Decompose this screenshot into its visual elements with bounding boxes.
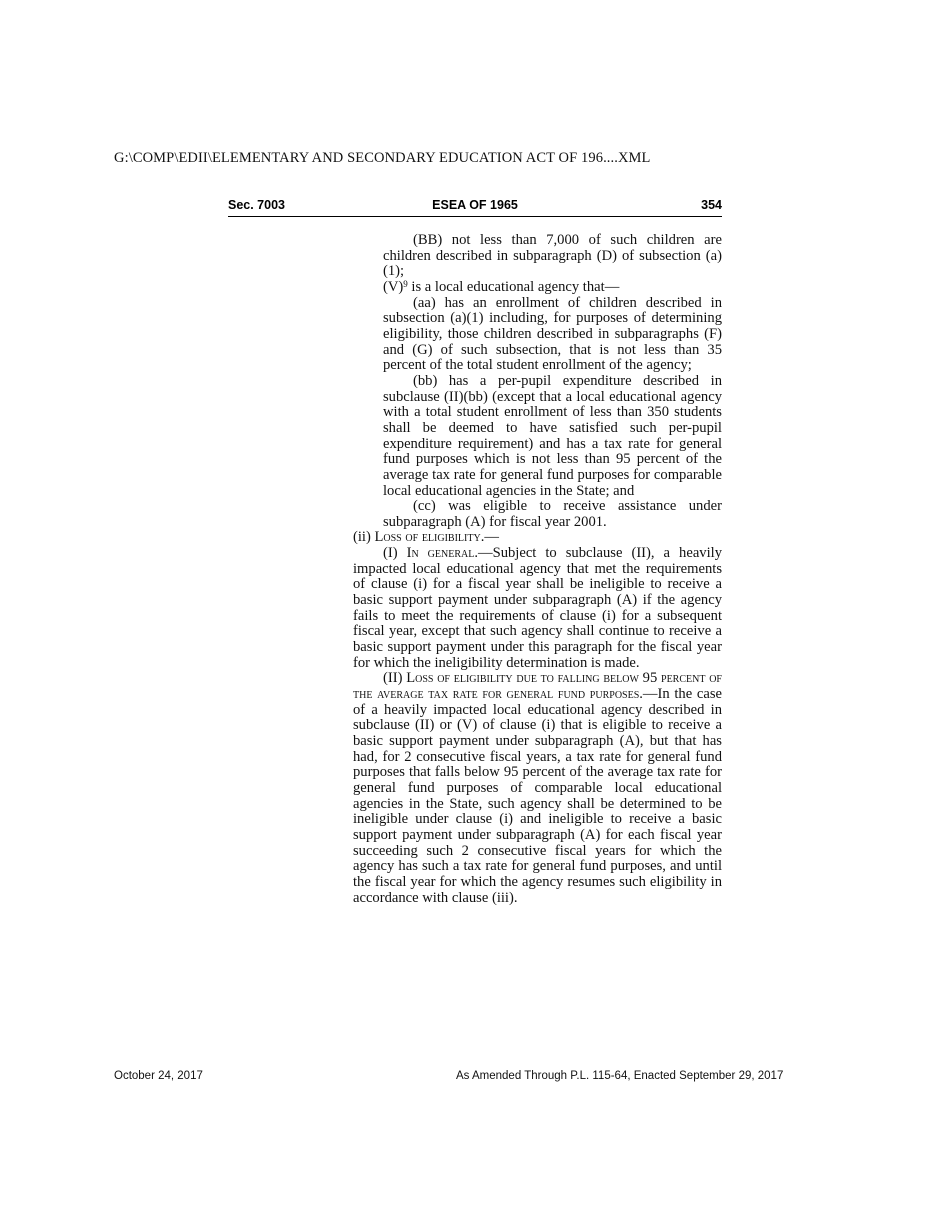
- subclause-I-heading: In general: [406, 545, 475, 562]
- footer-amended: As Amended Through P.L. 115-64, Enacted September 29, 2017: [456, 1070, 784, 1082]
- clause-bb-lower: (bb) has a per-pupil expenditure described in subclause (II)(bb) (except that a local educational agency with a total student enrollment of less than 350 students shall be deemed to have satisfied such per-pupil expenditure requirement) and has a tax rate for general fund purposes which is not less than 95 percent of the average tax rate for general fund purposes for comparable local educational agencies in the State; and: [383, 372, 722, 499]
- clause-bb-upper: (BB) not less than 7,000 of such children are children described in subparagraph (D) of subsection (a)(1);: [383, 232, 722, 280]
- running-header: [228, 198, 722, 217]
- clause-ii-label: (ii): [353, 529, 375, 546]
- act-title: ESEA OF 1965: [432, 198, 518, 212]
- file-path: G:\COMP\EDII\ELEMENTARY AND SECONDARY EDUCATION ACT OF 196....XML: [114, 150, 651, 166]
- subclause-I-label: (I): [383, 545, 407, 562]
- clause-ii: [353, 530, 722, 546]
- subclause-II-text: .—In the case of a heavily impacted local educational agency described in subclause (II) or (V) of clause (i) that is eligible to receive a basic support payment under subparagraph (A), but that has had, for 2 consecutive fiscal years, a tax rate for general fund purposes that falls below 95 percent of the average tax rate for general fund purposes of comparable local educational agencies in the State, such agency shall be determined to be ineligible under clause (i) and ineligible to receive a basic support payment under subparagraph (A) for each fiscal year succeeding such 2 consecutive fiscal years for which the agency has such a tax rate for general fund purposes, and until the fiscal year for which the agency resumes such eligibility in accordance with clause (iii).: [353, 686, 722, 906]
- clause-ii-dash: .—: [480, 529, 499, 546]
- page-number: 354: [701, 198, 722, 212]
- clause-v-text: is a local educational agency that—: [407, 278, 620, 295]
- footer-date: October 24, 2017: [114, 1070, 203, 1082]
- clause-aa: (aa) has an enrollment of children described in subsection (a)(1) including, for purposes of determining eligibility, those children described in subparagraphs (F) and (G) of such subsection, that is not less than 35 percent of the total student enrollment of the agency;: [383, 294, 722, 374]
- subclause-II-label: (II): [383, 670, 407, 687]
- clause-cc: (cc) was eligible to receive assistance under subparagraph (A) for fiscal year 2001.: [383, 498, 722, 530]
- section-number: Sec. 7003: [228, 198, 285, 212]
- clause-v: [353, 280, 722, 296]
- subclause-II-heading: Loss of eligibility due to falling below 95 percent of the average tax rate for general fund purposes: [353, 670, 722, 703]
- subclause-I-text: .—Subject to subclause (II), a heavily impacted local educational agency that met the requirements of clause (i) for a fiscal year shall be ineligible to receive a basic support payment under subparagraph (A) if the agency fails to meet the requirements of clause (i) for a subsequent fiscal year, except that such agency shall continue to receive a basic support payment under this paragraph for the fiscal year for which the ineligibility determination is made.: [353, 545, 722, 671]
- clause-ii-heading: Loss of eligibility: [374, 529, 481, 546]
- footnote-marker: 9: [403, 278, 408, 289]
- subclause-I: [353, 546, 722, 671]
- clause-v-label: (V): [383, 278, 404, 295]
- statute-text: [353, 233, 722, 906]
- subclause-II: [353, 671, 722, 906]
